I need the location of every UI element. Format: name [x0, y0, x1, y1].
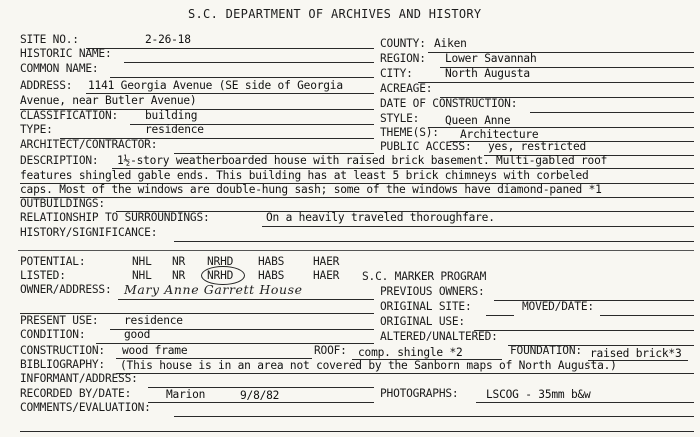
- comments-line-2: [20, 431, 694, 432]
- potential-nhl: NHL: [132, 255, 152, 268]
- owner-line: [118, 299, 374, 300]
- site-no-value: 2-26-18: [145, 33, 191, 46]
- listed-haer: HAER: [313, 269, 340, 282]
- owner-value: Mary Anne Garrett House: [124, 282, 303, 297]
- style-value: Queen Anne: [445, 114, 511, 127]
- original-use-line: [474, 330, 694, 331]
- date-of-construction-label: DATE OF CONSTRUCTION:: [380, 97, 518, 110]
- photographs-label: PHOTOGRAPHS:: [380, 387, 459, 400]
- address-line2: Avenue, near Butler Avenue): [20, 94, 197, 107]
- description-rule-3: [20, 197, 694, 198]
- construction-label: CONSTRUCTION:: [20, 344, 105, 357]
- style-label: STYLE:: [380, 112, 420, 125]
- informant-label: INFORMANT/ADDRESS:: [20, 372, 138, 385]
- present-use-value: residence: [124, 314, 183, 327]
- previous-owners-label: PREVIOUS OWNERS:: [380, 285, 485, 298]
- description-label: DESCRIPTION:: [20, 154, 99, 167]
- recorded-by-label: RECORDED BY/DATE:: [20, 387, 132, 400]
- potential-nrhd: NRHD: [207, 255, 234, 268]
- listed-nhl: NHL: [132, 269, 152, 282]
- marker-program-label: S.C. MARKER PROGRAM: [362, 270, 487, 283]
- county-label: COUNTY:: [380, 37, 426, 50]
- theme-value: Architecture: [460, 128, 539, 141]
- relationship-line: [262, 226, 694, 227]
- address-label: ADDRESS:: [20, 79, 73, 92]
- altered-label: ALTERED/UNALTERED:: [380, 330, 498, 343]
- bibliography-label: BIBLIOGRAPHY:: [20, 358, 105, 371]
- historic-name-line: [124, 62, 374, 63]
- relationship-value: On a heavily traveled thoroughfare.: [266, 211, 495, 224]
- potential-habs: HABS: [258, 255, 285, 268]
- condition-value: good: [124, 328, 151, 341]
- roof-label: ROOF:: [314, 344, 347, 357]
- roof-value: comp. shingle *2: [358, 346, 463, 359]
- address-line1: 1141 Georgia Avenue (SE side of Georgia: [88, 79, 343, 92]
- region-value: Lower Savannah: [445, 52, 537, 65]
- historic-name-label: HISTORIC NAME:: [20, 47, 112, 60]
- recorded-by-name: Marion: [166, 388, 206, 401]
- foundation-label: FOUNDATION:: [510, 344, 582, 357]
- acreage-label: ACREAGE:: [380, 82, 433, 95]
- comments-line: [174, 416, 694, 417]
- history-label: HISTORY/SIGNIFICANCE:: [20, 226, 158, 239]
- site-no-line: [86, 48, 374, 49]
- classification-value: building: [145, 109, 198, 122]
- listed-nr: NR: [172, 269, 186, 282]
- public-access-label: PUBLIC ACCESS:: [380, 140, 472, 153]
- theme-label: THEME(S):: [380, 126, 439, 139]
- section-divider: [18, 250, 694, 251]
- type-label: TYPE:: [20, 123, 53, 136]
- comments-label: COMMENTS/EVALUATION:: [20, 401, 151, 414]
- city-value: North Augusta: [445, 67, 530, 80]
- original-use-label: ORIGINAL USE:: [380, 315, 465, 328]
- type-value: residence: [145, 123, 204, 136]
- common-name-line: [110, 77, 374, 78]
- classification-label: CLASSIFICATION:: [20, 109, 119, 122]
- potential-haer: HAER: [313, 255, 340, 268]
- bibliography-line: [116, 373, 694, 374]
- bibliography-value: (This house is in an area not covered by the Sanborn maps of North Augusta.): [120, 359, 617, 372]
- construction-value: wood frame: [122, 344, 188, 357]
- relationship-label: RELATIONSHIP TO SURROUNDINGS:: [20, 211, 210, 224]
- date-of-construction-line: [530, 112, 694, 113]
- city-line: [418, 82, 694, 83]
- condition-label: CONDITION:: [20, 328, 86, 341]
- description-line1: 1½-story weatherboarded house with raised brick basement. Multi-gabled roof: [117, 154, 608, 167]
- description-line2: features shingled gable ends. This building has at least 5 brick chimneys with corbeled: [20, 169, 589, 182]
- moved-date-label: MOVED/DATE:: [522, 300, 594, 313]
- recorded-by-line: [148, 402, 374, 403]
- owner-label: OWNER/ADDRESS:: [20, 283, 112, 296]
- card-title: S.C. DEPARTMENT OF ARCHIVES AND HISTORY: [188, 7, 482, 21]
- outbuildings-label: OUTBUILDINGS:: [20, 197, 105, 210]
- original-site-label: ORIGINAL SITE:: [380, 300, 472, 313]
- common-name-label: COMMON NAME:: [20, 62, 99, 75]
- photographs-value: LSCOG - 35mm b&w: [486, 388, 591, 401]
- moved-date-line: [600, 315, 694, 316]
- city-label: CITY:: [380, 67, 413, 80]
- listed-habs: HABS: [258, 269, 285, 282]
- listed-label: LISTED:: [20, 269, 66, 282]
- history-line: [174, 241, 694, 242]
- county-value: Aiken: [434, 37, 467, 50]
- description-line3: caps. Most of the windows are double-hung sash; some of the windows have diamond-paned *1: [20, 183, 602, 196]
- potential-nr: NR: [172, 255, 186, 268]
- listed-nrhd: NRHD: [207, 269, 234, 282]
- photographs-line: [476, 402, 694, 403]
- region-label: REGION:: [380, 52, 426, 65]
- present-use-label: PRESENT USE:: [20, 314, 99, 327]
- original-site-line: [486, 315, 514, 316]
- recorded-by-date: 9/8/82: [240, 389, 280, 402]
- potential-label: POTENTIAL:: [20, 255, 86, 268]
- foundation-value: raised brick*3: [590, 347, 682, 360]
- architect-label: ARCHITECT/CONTRACTOR:: [20, 138, 158, 151]
- site-no-label: SITE NO.:: [20, 33, 79, 46]
- public-access-value: yes, restricted: [488, 140, 587, 153]
